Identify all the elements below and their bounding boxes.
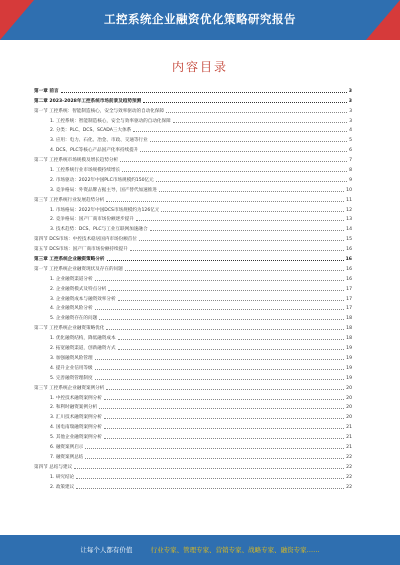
toc-entry-title: 2. 和利时融资案例分析 — [50, 405, 98, 411]
toc-chapter-row[interactable] — [34, 94, 352, 104]
toc-entry-row[interactable] — [34, 391, 352, 401]
toc-entry-title: 2. 政策建议 — [50, 484, 75, 490]
toc-entry-title: 第一节 工控系统企业融资现状及存在的问题 — [34, 266, 123, 272]
toc-page-number: 8 — [349, 168, 352, 174]
toc-entry-row[interactable] — [34, 262, 352, 272]
toc-page-number: 9 — [349, 177, 352, 183]
toc-entry-title: 4. 提升企业信用等级 — [50, 365, 93, 371]
toc-page-number: 17 — [346, 296, 352, 302]
toc-entry-row[interactable] — [34, 203, 352, 213]
toc-leader-dots — [118, 349, 345, 350]
toc-leader-dots — [173, 122, 347, 123]
toc-leader-dots — [74, 468, 344, 469]
toc-entry-title: 3. 竞争格局：外资品牌占据主导，国产替代加速推进 — [50, 187, 157, 193]
toc-entry-title: 5. 企业融资存在的问题 — [50, 316, 98, 322]
toc-entry-row[interactable] — [34, 440, 352, 450]
toc-page-number: 17 — [346, 306, 352, 312]
toc-page-number: 22 — [346, 464, 352, 470]
toc-entry-row[interactable] — [34, 183, 352, 193]
toc-leader-dots — [95, 369, 345, 370]
toc-leader-dots — [108, 290, 344, 291]
toc-entry-title: 第二节 工控系统市场规模及增长趋势分析 — [34, 158, 119, 164]
toc-entry-row[interactable] — [34, 213, 352, 223]
toc-leader-dots — [106, 389, 344, 390]
toc-leader-dots — [118, 339, 345, 340]
toc-entry-row[interactable] — [34, 321, 352, 331]
page-header — [0, 0, 400, 40]
toc-entry-title: 第四节 DCS市场：中控技术稳居国内市场份额首位 — [34, 237, 137, 243]
toc-entry-row[interactable] — [34, 163, 352, 173]
toc-entry-row[interactable] — [34, 193, 352, 203]
toc-leader-dots — [99, 408, 344, 409]
toc-leader-dots — [95, 309, 345, 310]
toc-entry-row[interactable] — [34, 450, 352, 460]
toc-leader-dots — [120, 161, 347, 162]
toc-entry-title: 1. 市场格局：2022年中国DCS市场规模约为126亿元 — [50, 207, 160, 213]
toc-page-number: 20 — [346, 395, 352, 401]
toc-leader-dots — [139, 240, 344, 241]
page-footer — [0, 535, 400, 565]
toc-entry-row[interactable] — [34, 351, 352, 361]
toc-entry-title: 1. 优化融资结构，降低融资成本 — [50, 336, 116, 342]
toc-page-number: 16 — [346, 276, 352, 282]
toc-page-number: 19 — [346, 346, 352, 352]
toc-chapter-row[interactable] — [34, 84, 352, 94]
toc-page-number: 16 — [346, 247, 352, 253]
toc-entry-title: 第三节 工控系统行业发展趋势分析 — [34, 197, 105, 203]
toc-entry-row[interactable] — [34, 311, 352, 321]
toc-leader-dots — [161, 211, 344, 212]
toc-entry-title: 4. DCS、PLC等核心产品国产化率持续提升 — [50, 148, 139, 154]
toc-entry-row[interactable] — [34, 302, 352, 312]
toc-entry-title: 1. 研究结论 — [50, 474, 75, 480]
toc-entry-title: 3. 技术趋势：DCS、PLC与工业互联网加速融合 — [50, 227, 148, 233]
toc-entry-row[interactable] — [34, 480, 352, 490]
toc-leader-dots — [104, 418, 344, 419]
toc-entry-row[interactable] — [34, 104, 352, 114]
toc-leader-dots — [95, 359, 345, 360]
toc-leader-dots — [76, 478, 344, 479]
toc-page-number: 4 — [349, 128, 352, 134]
toc-page-number: 19 — [346, 365, 352, 371]
toc-page-number: 20 — [346, 405, 352, 411]
toc-page-number: 21 — [346, 444, 352, 450]
toc-entry-title: 第三节 工控系统企业融资案例分析 — [34, 385, 105, 391]
toc-page-number: 22 — [346, 454, 352, 460]
toc-page-number: 20 — [346, 415, 352, 421]
toc-entry-title: 第二节 工控系统企业融资策略优化 — [34, 326, 105, 332]
toc-page-number: 22 — [346, 474, 352, 480]
toc-page-number: 3 — [348, 88, 352, 94]
toc-page-number: 7 — [349, 158, 352, 164]
toc-page-number: 18 — [346, 316, 352, 322]
toc-page-number: 14 — [346, 227, 352, 233]
toc-page-number: 18 — [346, 326, 352, 332]
toc-entry-title: 4. 国电南瑞融资案例分析 — [50, 425, 102, 431]
toc-entry-row[interactable] — [34, 282, 352, 292]
toc-leader-dots — [104, 438, 344, 439]
toc-leader-dots — [99, 319, 344, 320]
toc-leader-dots — [85, 448, 344, 449]
toc-leader-dots — [150, 141, 347, 142]
table-of-contents — [34, 84, 352, 490]
toc-leader-dots — [133, 131, 347, 132]
toc-entry-row[interactable] — [34, 460, 352, 470]
toc-entry-title: 3. 应用：电力、石化、冶金、市政、交通等行业 — [50, 138, 148, 144]
toc-entry-row[interactable] — [34, 272, 352, 282]
toc-entry-row[interactable] — [34, 470, 352, 480]
toc-entry-title: 2. 拓宽融资渠道，创新融资方式 — [50, 346, 116, 352]
toc-page-number: 19 — [346, 355, 352, 361]
toc-entry-row[interactable] — [34, 124, 352, 134]
toc-entry-title: 第四节 总结与建议 — [34, 464, 73, 470]
toc-entry-title: 1. 工控系统：智能制造核心，安全与效率驱动的自动化保障 — [50, 118, 171, 124]
toc-leader-dots — [85, 458, 344, 459]
toc-page-number: 16 — [346, 266, 352, 272]
toc-leader-dots — [140, 151, 347, 152]
toc-leader-dots — [104, 428, 344, 429]
toc-page-number: 6 — [349, 148, 352, 154]
toc-leader-dots — [159, 191, 344, 192]
toc-entry-title: 4. 企业融资风险分析 — [50, 306, 93, 312]
toc-entry-title: 第一章 前言 — [34, 88, 59, 94]
toc-entry-row[interactable] — [34, 173, 352, 183]
toc-entry-title: 第五节 DCS市场：国产厂商市场份额持续提升 — [34, 247, 128, 253]
toc-leader-dots — [104, 399, 344, 400]
toc-entry-row[interactable] — [34, 420, 352, 430]
toc-page-number: 18 — [346, 336, 352, 342]
toc-entry-row[interactable] — [34, 331, 352, 341]
toc-entry-row[interactable] — [34, 361, 352, 371]
toc-entry-row[interactable] — [34, 401, 352, 411]
toc-page-number: 13 — [346, 217, 352, 223]
toc-leader-dots — [95, 379, 345, 380]
toc-entry-title: 第二章 2023-2028年工控系统市场前景及趋势预测 — [34, 98, 142, 104]
toc-chapter-row[interactable] — [34, 252, 352, 262]
toc-entry-row[interactable] — [34, 153, 352, 163]
toc-leader-dots — [106, 329, 344, 330]
toc-entry-title: 2. 分类：PLC、DCS、SCADA三大体系 — [50, 128, 132, 134]
toc-entry-title: 1. 工控系统行业市场规模持续增长 — [50, 168, 121, 174]
toc-entry-row[interactable] — [34, 143, 352, 153]
footer-slogan — [0, 545, 400, 554]
toc-page-number: 15 — [346, 237, 352, 243]
toc-leader-dots — [166, 112, 347, 113]
toc-leader-dots — [150, 230, 345, 231]
toc-entry-title: 第三章 工控系统企业融资策略分析 — [34, 257, 105, 263]
toc-page-number: 17 — [346, 286, 352, 292]
toc-entry-row[interactable] — [34, 232, 352, 242]
toc-page-number: 21 — [346, 435, 352, 441]
toc-page-number: 3 — [349, 118, 352, 124]
toc-leader-dots — [118, 300, 345, 301]
toc-entry-title: 2. 竞争格局：国产厂商市场份额逐步提升 — [50, 217, 134, 223]
toc-leader-dots — [95, 280, 345, 281]
toc-leader-dots — [107, 260, 344, 261]
toc-page-number: 11 — [346, 197, 352, 203]
toc-entry-title: 5. 完善融资管理制度 — [50, 375, 93, 381]
toc-leader-dots — [143, 102, 347, 103]
toc-page-number: 19 — [346, 375, 352, 381]
footer-slogan-primary: 让每个人都有价值 — [80, 546, 133, 554]
toc-page-number: 20 — [346, 385, 352, 391]
toc-leader-dots — [156, 181, 347, 182]
toc-entry-row[interactable] — [34, 133, 352, 143]
toc-page-number: 16 — [345, 257, 352, 263]
toc-heading: 内容目录 — [171, 60, 228, 74]
toc-leader-dots — [136, 220, 344, 221]
toc-entry-title: 2. 企业融资模式及特点分析 — [50, 286, 107, 292]
toc-page-number: 22 — [346, 484, 352, 490]
toc-entry-row[interactable] — [34, 430, 352, 440]
toc-page-number: 3 — [348, 98, 352, 104]
toc-leader-dots — [125, 270, 344, 271]
footer-slogan-secondary: 行业专家、管理专家、营销专家、战略专家、融资专家…… — [150, 546, 320, 554]
toc-page-number: 12 — [346, 207, 352, 213]
toc-entry-row[interactable] — [34, 222, 352, 232]
toc-page-number: 3 — [349, 108, 352, 114]
report-title: 工控系统企业融资优化策略研究报告 — [104, 12, 296, 26]
toc-entry-title: 3. 企业融资成本与融资效率分析 — [50, 296, 116, 302]
toc-entry-row[interactable] — [34, 371, 352, 381]
toc-entry-row[interactable] — [34, 341, 352, 351]
toc-page-number: 5 — [349, 138, 352, 144]
toc-entry-row[interactable] — [34, 114, 352, 124]
toc-leader-dots — [61, 92, 347, 93]
toc-entry-title: 2. 市场驱动：2022年中国PLC市场规模约150亿元 — [50, 177, 154, 183]
toc-leader-dots — [122, 171, 347, 172]
toc-entry-row[interactable] — [34, 292, 352, 302]
toc-entry-title: 1. 中控技术融资案例分析 — [50, 395, 102, 401]
toc-entry-title: 第一节 工控系统：智能制造核心，安全与效率驱动的自动化保障 — [34, 108, 165, 114]
toc-page-number: 10 — [346, 187, 352, 193]
toc-entry-row[interactable] — [34, 381, 352, 391]
toc-entry-row[interactable] — [34, 410, 352, 420]
toc-entry-title: 6. 融资案例启示 — [50, 444, 84, 450]
toc-entry-title: 3. 汇川技术融资案例分析 — [50, 415, 102, 421]
toc-entry-title: 7. 融资案例总结 — [50, 454, 84, 460]
toc-page-number: 21 — [346, 425, 352, 431]
toc-entry-title: 3. 加强融资风险管理 — [50, 355, 93, 361]
toc-entry-title: 5. 其他企业融资案例分析 — [50, 435, 102, 441]
toc-leader-dots — [130, 250, 344, 251]
toc-entry-title: 1. 企业融资渠道分析 — [50, 276, 93, 282]
toc-leader-dots — [106, 201, 344, 202]
toc-entry-row[interactable] — [34, 242, 352, 252]
toc-leader-dots — [76, 488, 344, 489]
